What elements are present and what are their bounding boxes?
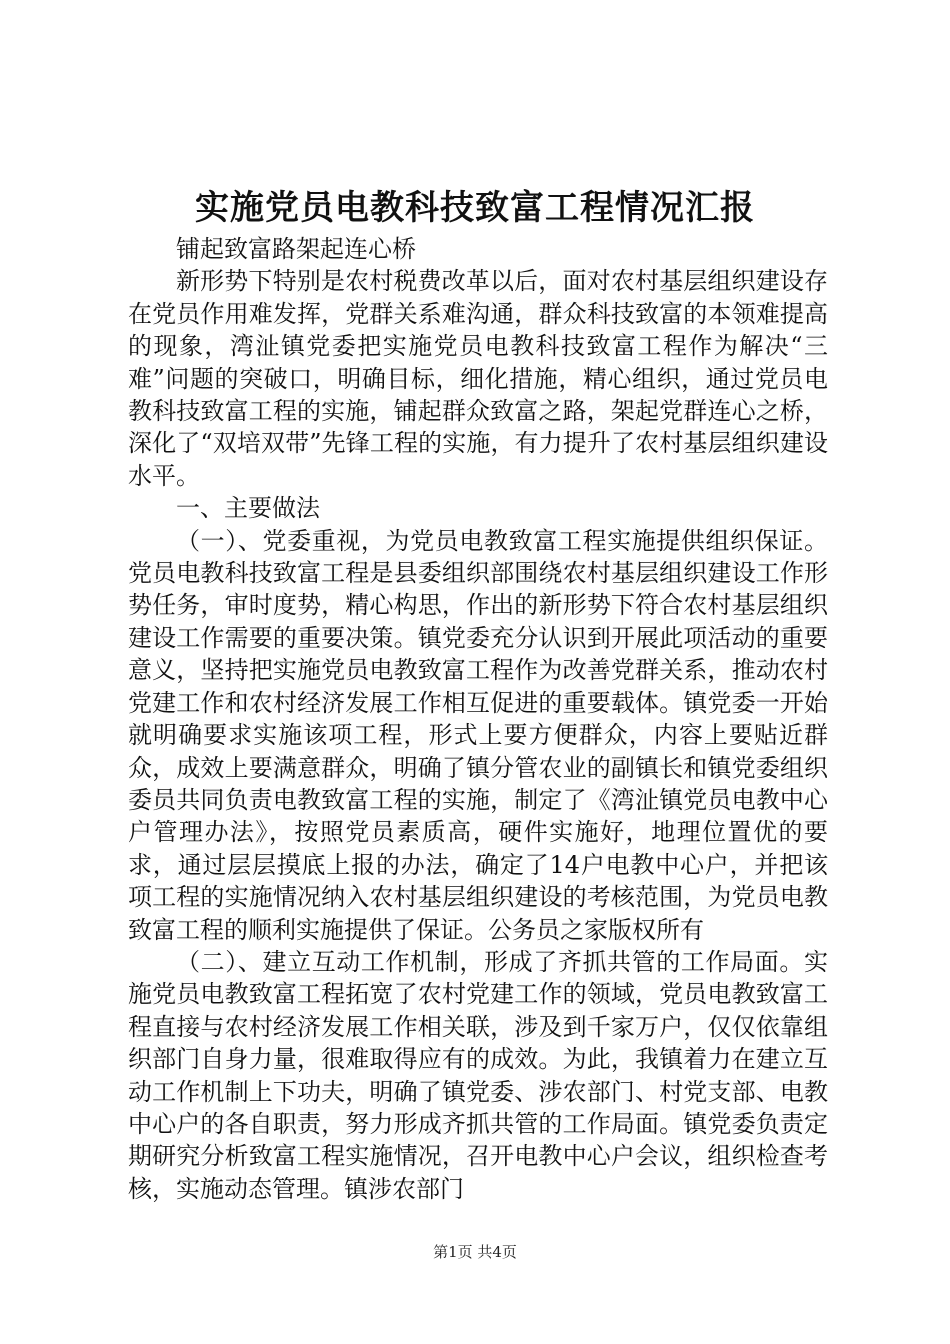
paragraph-intro: 新形势下特别是农村税费改革以后，面对农村基层组织建设存在党员作用难发挥，党群关系难沟通，群众科技致富的本领难提高的现象，湾沚镇党委把实施党员电教科技致富工程作为解决“三难”问题的突破口，明确目标，细化措施，精心组织，通过党员电教科技致富工程的实施，铺起群众致富之路，架起党群连心之桥，深化了“双培双带”先锋工程的实施，有力提升了农村基层组织建设水平。 bbox=[128, 267, 828, 490]
paragraph-interactive-mechanism: （二）、建立互动工作机制，形成了齐抓共管的工作局面。实施党员电教致富工程拓宽了农村党建工作的领域，党员电教致富工程直接与农村经济发展工作相关联，涉及到千家万户，仅仅依靠组织部门自身力量，很难取得应有的成效。为此，我镇着力在建立互动工作机制上下功夫，明确了镇党委、涉农部门、村党支部、电教中心户的各自职责，努力形成齐抓共管的工作局面。镇党委负责定期研究分析致富工程实施情况，召开电教中心户会议，组织检查考核，实施动态管理。镇涉农部门 bbox=[128, 947, 828, 1203]
section-heading-main-practices: 一、主要做法 bbox=[176, 494, 320, 523]
paragraph-party-committee: （一）、党委重视，为党员电教致富工程实施提供组织保证。党员电教科技致富工程是县委组织部围绕农村基层组织建设工作形势任务，审时度势，精心构思，作出的新形势下符合农村基层组织建设工作需要的重要决策。镇党委充分认识到开展此项活动的重要意义，坚持把实施党员电教致富工程作为改善党群关系，推动农村党建工作和农村经济发展工作相互促进的重要载体。镇党委一开始就明确要求实施该项工程，形式上要方便群众，内容上要贴近群众，成效上要满意群众，明确了镇分管农业的副镇长和镇党委组织委员共同负责电教致富工程的实施，制定了《湾沚镇党员电教中心户管理办法》，按照党员素质高，硬件实施好，地理位置优的要求，通过层层摸底上报的办法，确定了14户电教中心户，并把该项工程的实施情况纳入农村基层组织建设的考核范围，为党员电教致富工程的顺利实施提供了保证。公务员之家版权所有 bbox=[128, 526, 828, 944]
document-title: 实施党员电教科技致富工程情况汇报 bbox=[195, 188, 755, 228]
page-footer: 第1页 共4页 bbox=[433, 1243, 517, 1261]
document-subtitle: 铺起致富路架起连心桥 bbox=[176, 235, 416, 263]
document-body bbox=[128, 233, 828, 1205]
